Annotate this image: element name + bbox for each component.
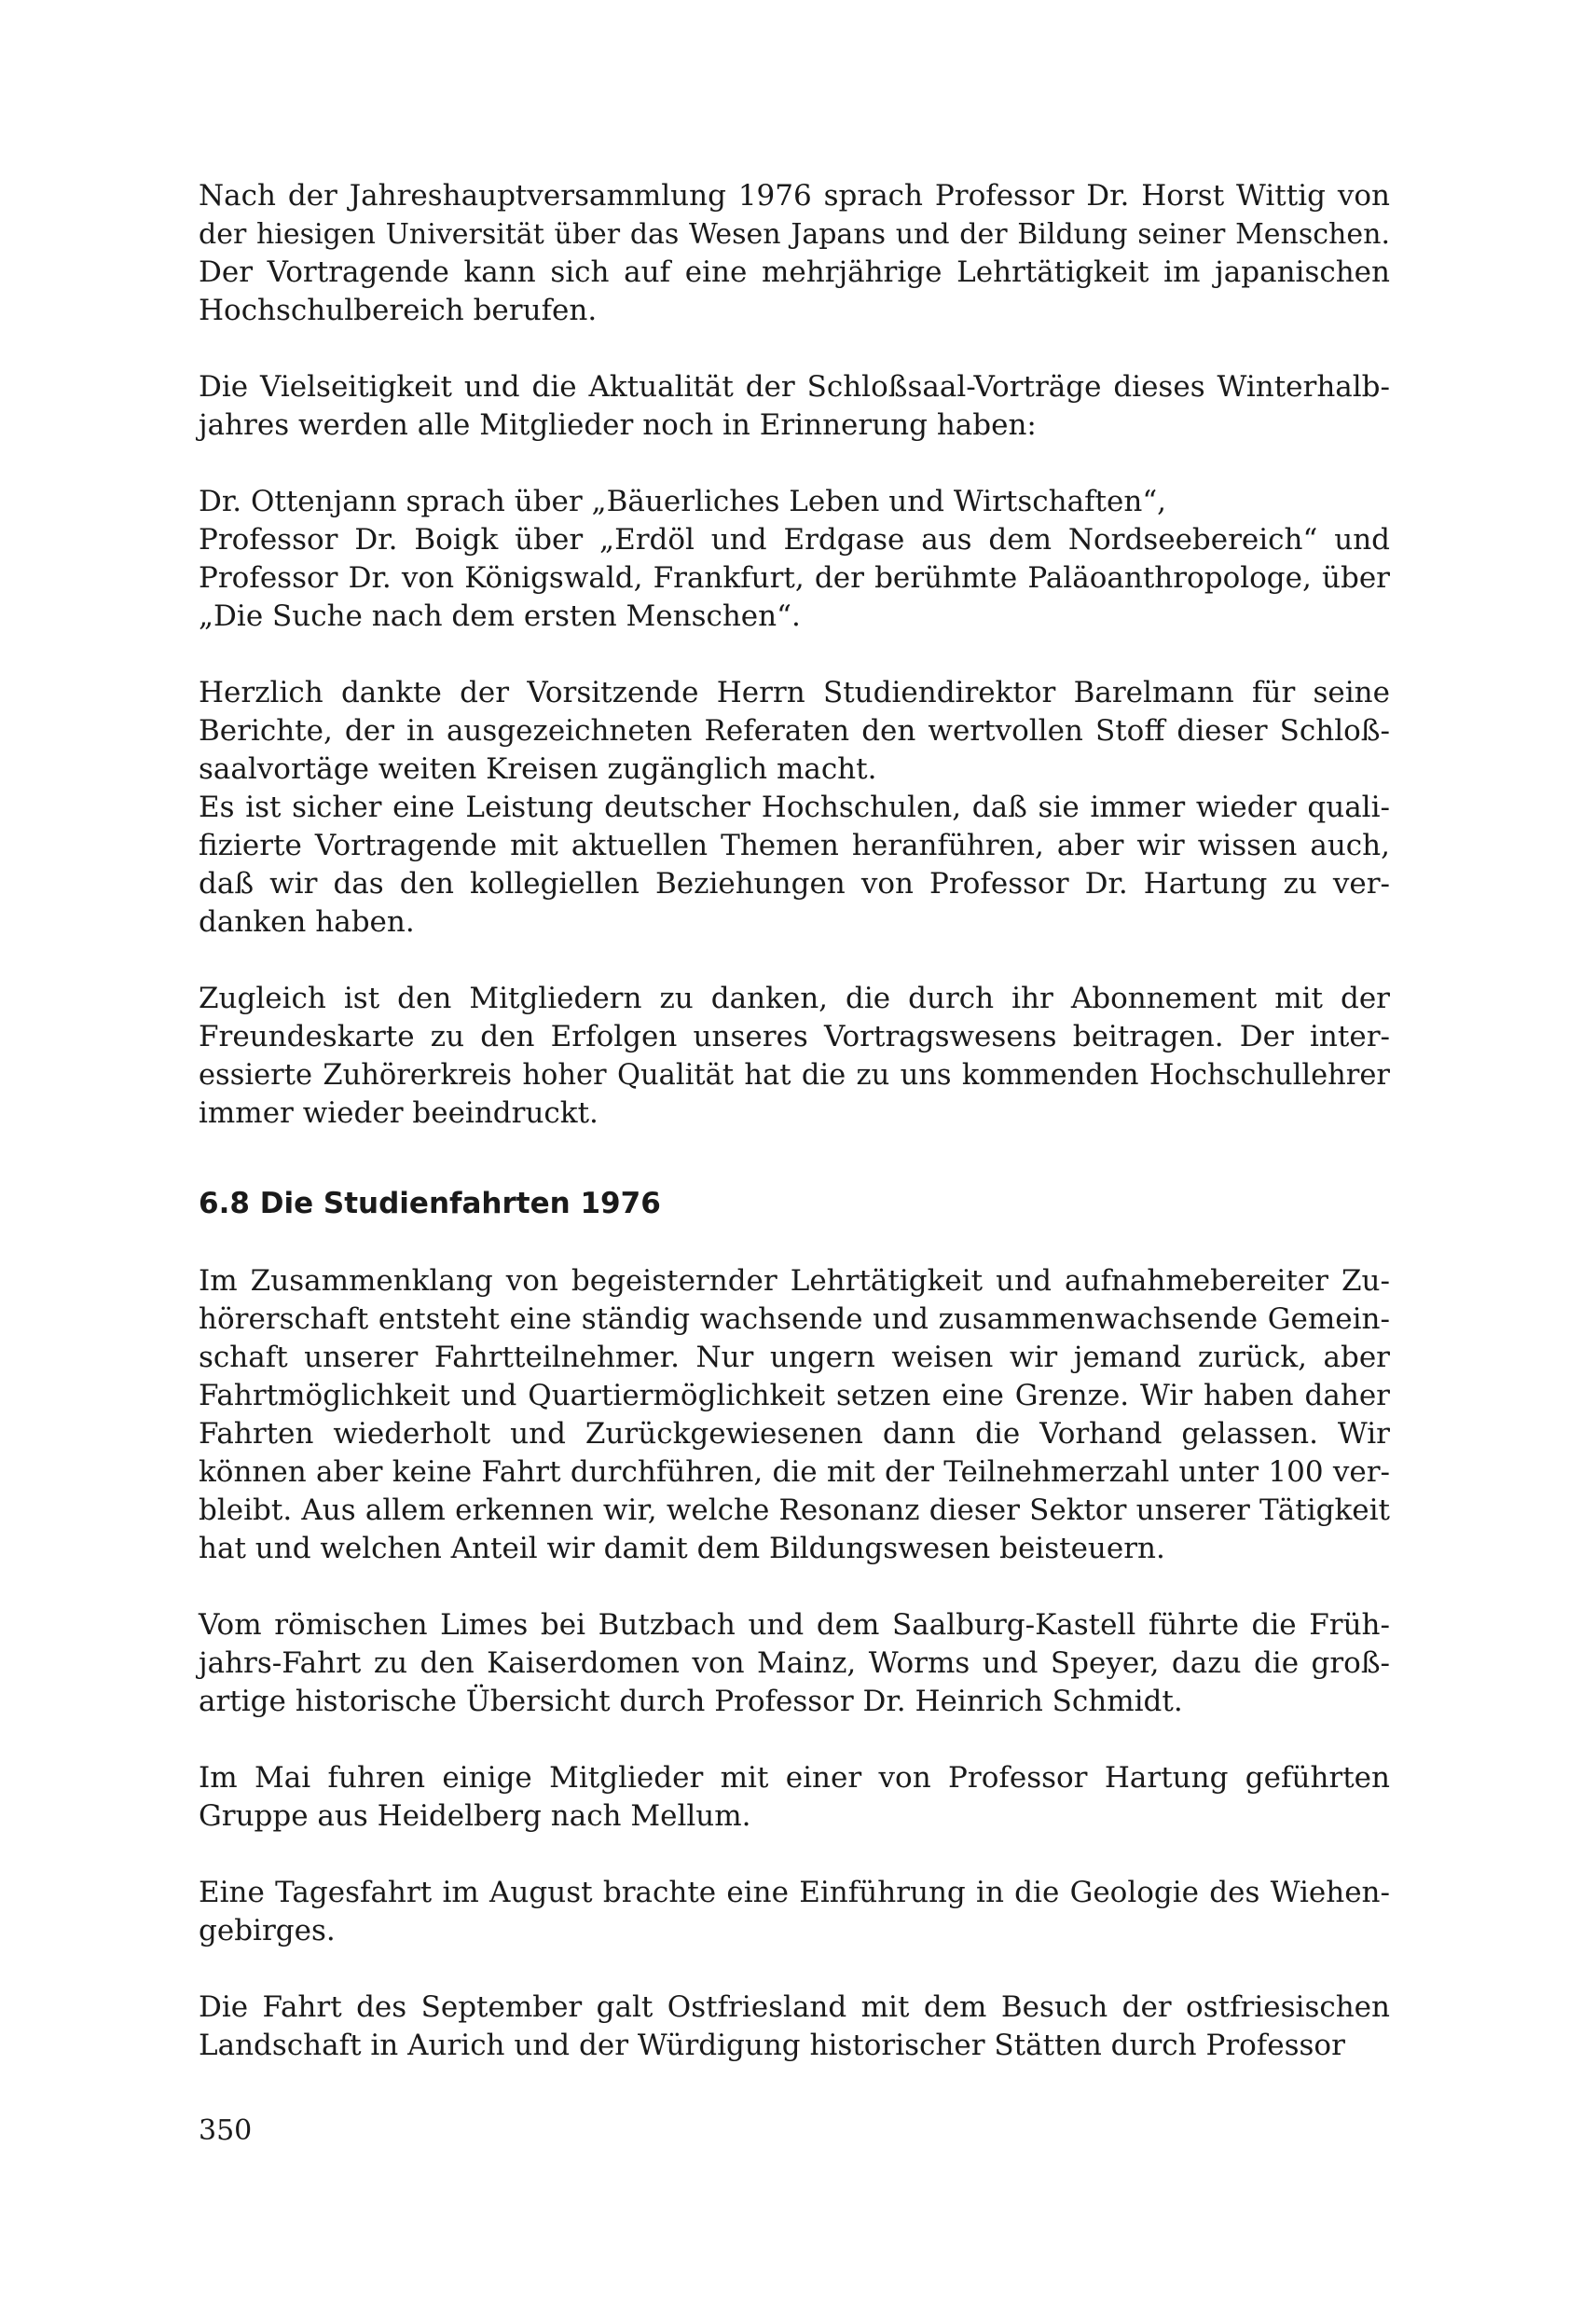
text-line: Es ist sicher eine Leistung deutscher Hochschulen, daß sie immer wieder quali-	[199, 791, 1390, 824]
text-line: Freundeskarte zu den Erfolgen unseres Vortragswesens beitragen. Der inter-	[199, 1020, 1390, 1053]
text-line: schaft unserer Fahrtteilnehmer. Nur ungern weisen wir jemand zurück, aber	[199, 1341, 1390, 1374]
text-line: Hochschulbereich berufen.	[199, 294, 598, 327]
text-block-after-heading	[199, 1262, 1390, 2065]
text-line: Gruppe aus Heidelberg nach Mellum.	[199, 1799, 751, 1833]
page-body	[199, 177, 1390, 2103]
section-heading: 6.8 Die Studienfahrten 1976	[199, 1187, 661, 1220]
text-line: Im Mai fuhren einige Mitglieder mit einer von Professor Hartung geführten	[199, 1761, 1390, 1795]
paragraph	[199, 1606, 1390, 1721]
text-line: fizierte Vortragende mit aktuellen Themen heranführen, aber wir wissen auch,	[199, 829, 1390, 862]
text-line: Die Vielseitigkeit und die Aktualität der Schloßsaal-Vorträge dieses Winterhalb-	[199, 370, 1390, 404]
paragraph	[199, 483, 1390, 636]
text-line: hörerschaft entsteht eine ständig wachsende und zusammenwachsende Gemein-	[199, 1302, 1390, 1336]
text-line: bleibt. Aus allem erkennen wir, welche Resonanz dieser Sektor unserer Tätigkeit	[199, 1493, 1390, 1527]
text-line: immer wieder beeindruckt.	[199, 1096, 598, 1130]
text-line: Vom römischen Limes bei Butzbach und dem Saalburg-Kastell führte die Früh-	[199, 1608, 1390, 1642]
text-line: Fahrten wiederholt und Zurückgewiesenen dann die Vorhand gelassen. Wir	[199, 1417, 1390, 1451]
paragraph	[199, 980, 1390, 1133]
text-line: Fahrtmöglichkeit und Quartiermöglichkeit setzen eine Grenze. Wir haben daher	[199, 1379, 1390, 1412]
text-line: Herzlich dankte der Vorsitzende Herrn Studiendirektor Barelmann für seine	[199, 676, 1390, 709]
text-line: können aber keine Fahrt durchführen, die mit der Teilnehmerzahl unter 100 ver-	[199, 1455, 1390, 1489]
text-line: „Die Suche nach dem ersten Menschen“.	[199, 599, 801, 633]
page-number: 350	[199, 2114, 253, 2147]
text-line: Berichte, der in ausgezeichneten Referaten den wertvollen Stoff dieser Schloß-	[199, 714, 1390, 748]
paragraph	[199, 368, 1390, 445]
text-line: saalvortäge weiten Kreisen zugänglich macht.	[199, 752, 877, 786]
paragraph	[199, 1262, 1390, 1568]
text-line: artige historische Übersicht durch Professor Dr. Heinrich Schmidt.	[199, 1685, 1183, 1718]
text-block-before-heading	[199, 177, 1390, 1133]
text-line: Nach der Jahreshauptversammlung 1976 sprach Professor Dr. Horst Wittig von	[199, 179, 1390, 213]
paragraph	[199, 1759, 1390, 1836]
text-line: jahrs-Fahrt zu den Kaiserdomen von Mainz, Worms und Speyer, dazu die groß-	[199, 1646, 1390, 1680]
paragraph	[199, 1874, 1390, 1950]
text-line: essierte Zuhörerkreis hoher Qualität hat die zu uns kommenden Hochschullehrer	[199, 1059, 1390, 1092]
text-line: Zugleich ist den Mitgliedern zu danken, die durch ihr Abonnement mit der	[199, 982, 1390, 1015]
text-line: Eine Tagesfahrt im August brachte eine Einführung in die Geologie des Wiehen-	[199, 1876, 1390, 1909]
text-line: Professor Dr. von Königswald, Frankfurt, der berühmte Paläoanthropologe, über	[199, 561, 1390, 595]
text-line: daß wir das den kollegiellen Beziehungen von Professor Dr. Hartung zu ver-	[199, 867, 1390, 901]
text-line: Die Fahrt des September galt Ostfriesland mit dem Besuch der ostfriesischen	[199, 1990, 1390, 2024]
paragraph	[199, 1989, 1390, 2065]
text-line: Dr. Ottenjann sprach über „Bäuerliches Leben und Wirtschaften“,	[199, 485, 1167, 518]
text-line: jahres werden alle Mitglieder noch in Erinnerung haben:	[199, 408, 1037, 442]
text-line: danken haben.	[199, 905, 415, 939]
text-line: der hiesigen Universität über das Wesen Japans und der Bildung seiner Menschen.	[199, 218, 1390, 251]
text-line: Professor Dr. Boigk über „Erdöl und Erdgase aus dem Nordseebereich“ und	[199, 523, 1390, 557]
text-line: gebirges.	[199, 1914, 336, 1947]
text-line: Im Zusammenklang von begeisternder Lehrtätigkeit und aufnahmebereiter Zu-	[199, 1264, 1390, 1298]
paragraph	[199, 177, 1390, 330]
text-line: Landschaft in Aurich und der Würdigung historischer Stätten durch Professor	[199, 2029, 1345, 2062]
paragraph	[199, 674, 1390, 942]
text-line: hat und welchen Anteil wir damit dem Bildungswesen beisteuern.	[199, 1532, 1165, 1565]
text-line: Der Vortragende kann sich auf eine mehrjährige Lehrtätigkeit im japanischen	[199, 255, 1390, 289]
